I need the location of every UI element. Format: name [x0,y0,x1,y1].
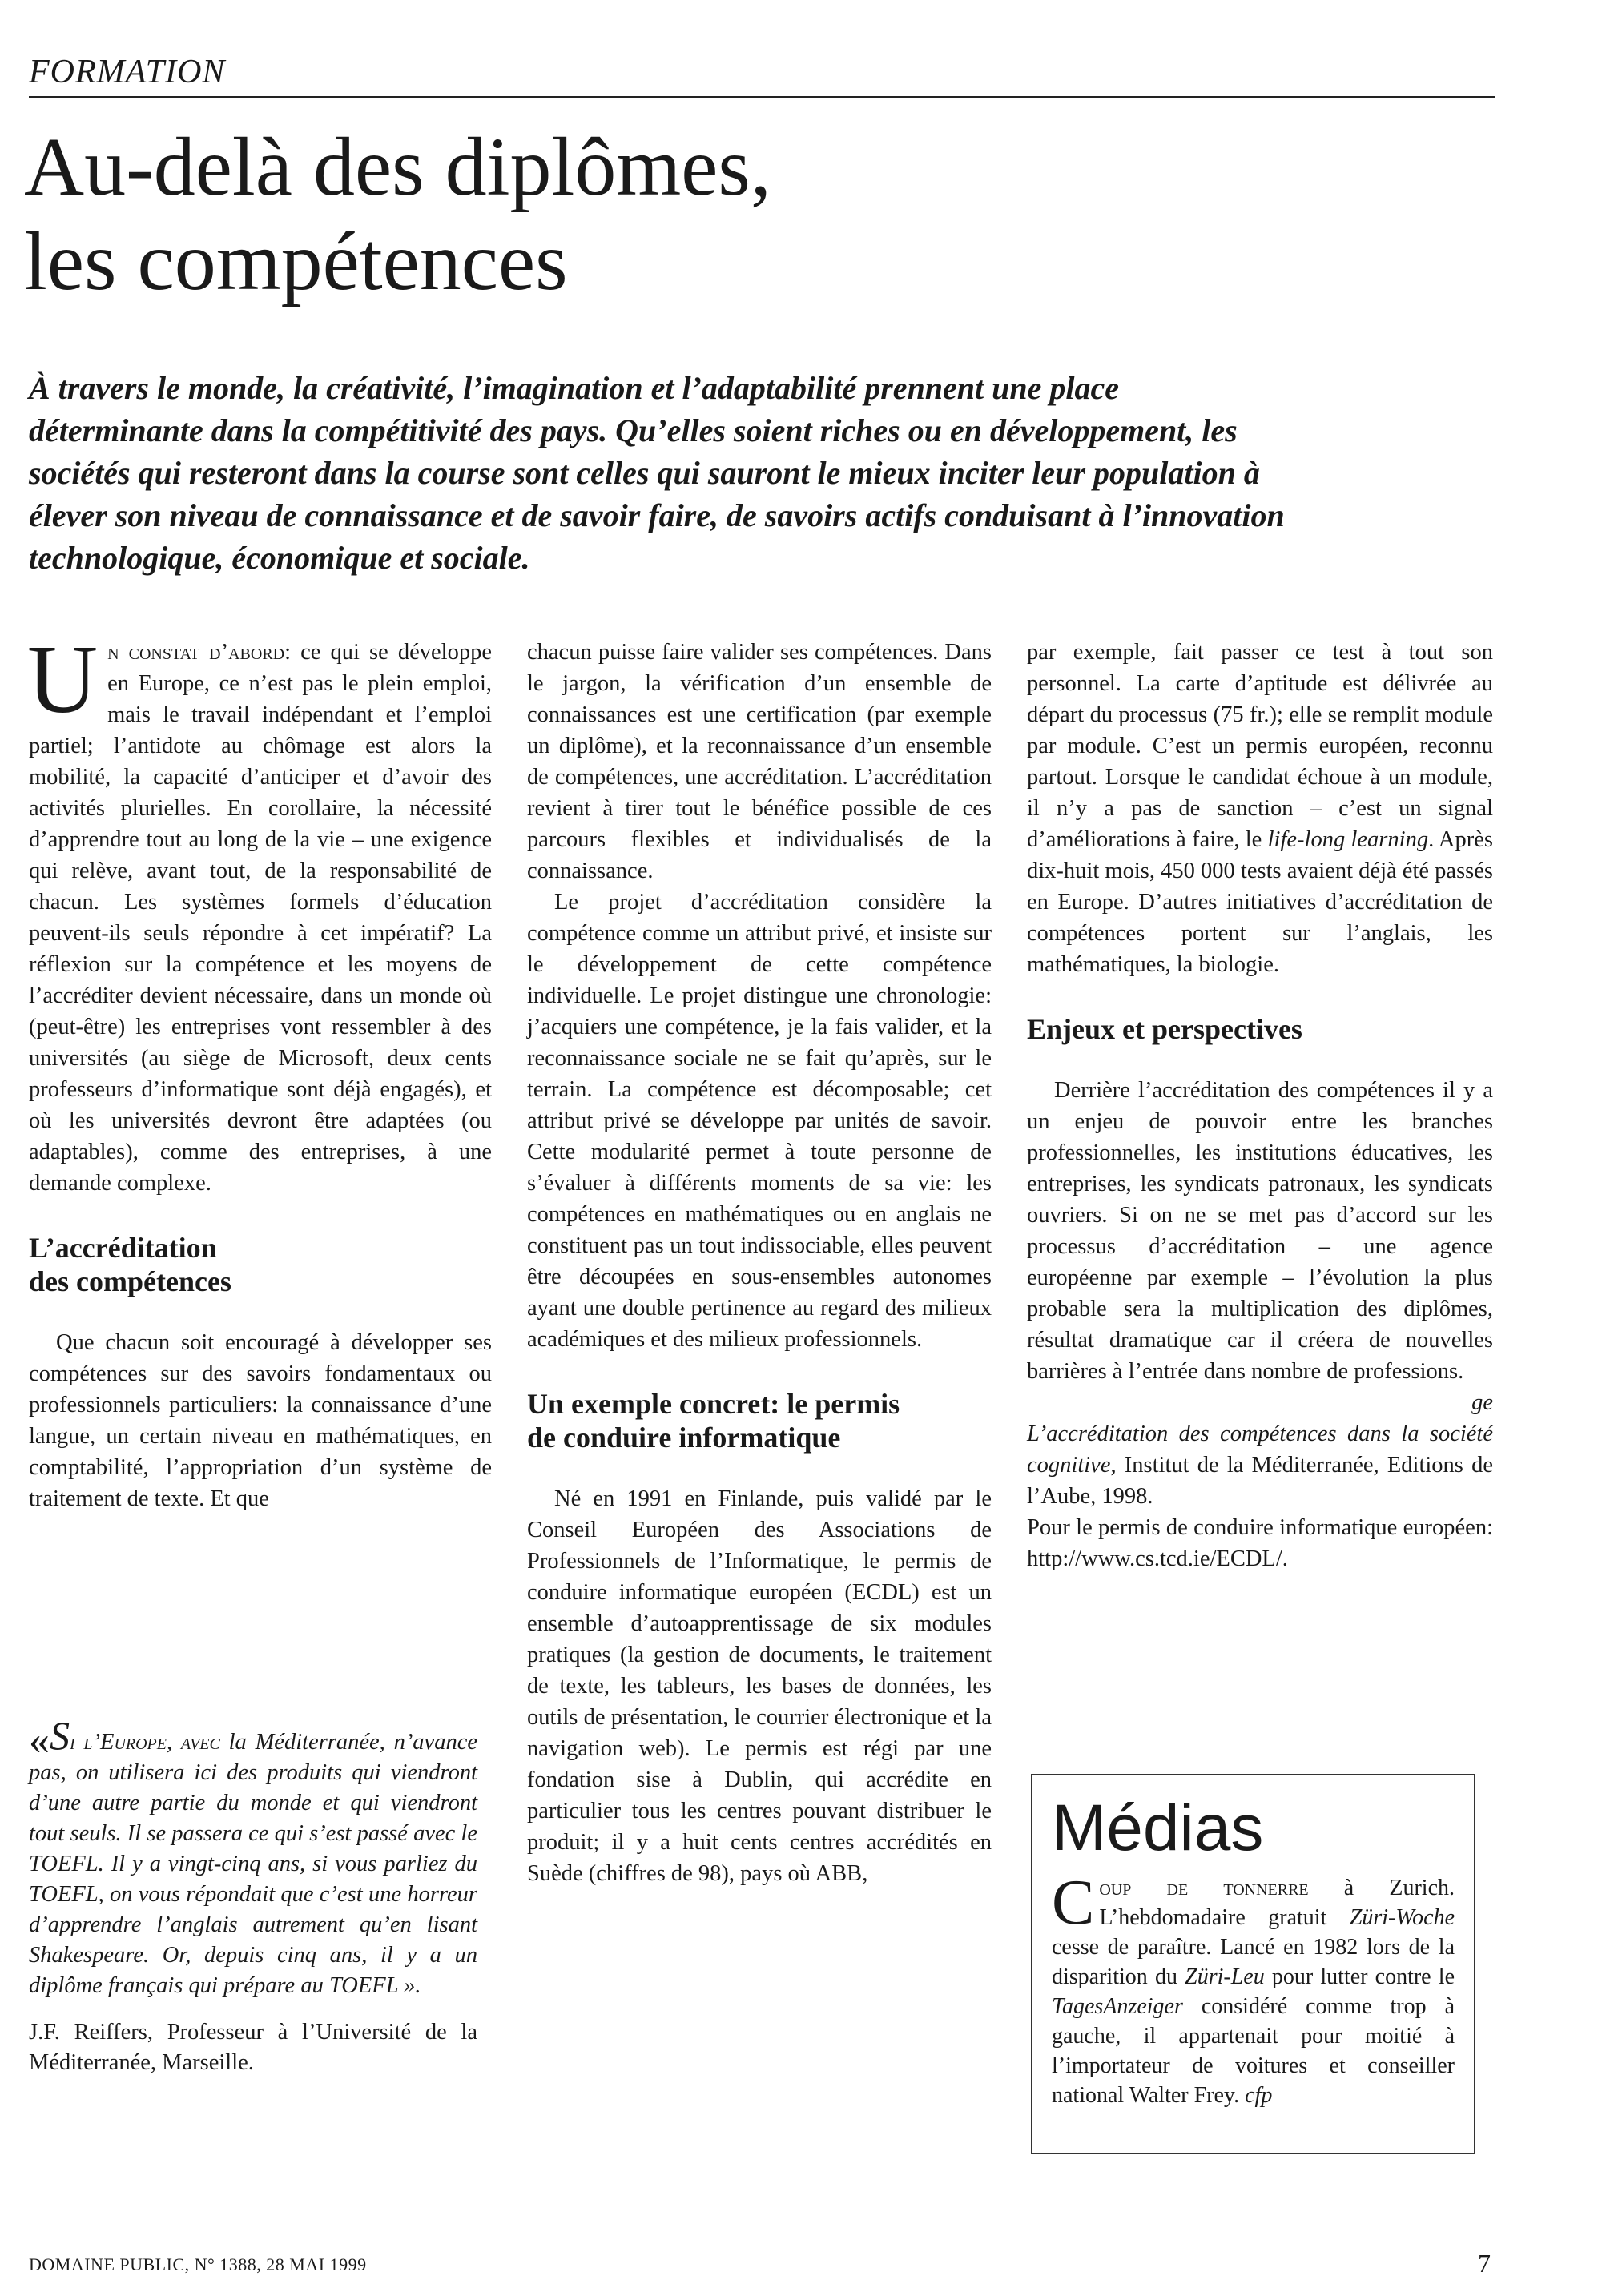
pull-quote [29,1713,478,2078]
medias-text-2: cesse de paraître. Lancé en 1982 lors de la disparition du [1052,1935,1455,1989]
medias-text-3: pour lutter contre le [1264,1964,1455,1989]
medias-drop-cap: C [1052,1868,1095,1938]
quote-body: la Méditerranée, n’avance pas, on utilisera ici des produits qui viendront d’une autre partie du monde et qui viendront tout seuls. Il se passera ce qui s’est passé avec le TOEFL. Il y a vingt-cinq ans, si vous parliez du TOEFL, on vous répondait que c’est une horreur d’apprendre l’anglais autrement qu’en lisant Shakespeare. Or, depuis cinq ans, il y a un diplôme français qui prépare au TOEFL ». [29,1730,478,1998]
author-signature: ge [1471,1390,1493,1415]
medias-heading: Médias [1052,1791,1264,1864]
quote-cap: S [50,1713,70,1758]
page-number: 7 [1478,2249,1491,2278]
col1-paragraph-1 [27,625,492,1199]
col3-p1-text-a: par exemple, fait passer ce test à tout son personnel. La carte d’aptitude est délivrée au départ du processus (75 fr.); elle se remplit module par module. C’est un permis européen, reconnu partout. Lorsque le candidat échoue à un module, il n’y a pas de sanction – c’est un signal d’améliorations à faire, le [1027,640,1493,852]
col3-p2-text: Derrière l’accréditation des compétences il y a un enjeu de pouvoir entre les branches professionnelles, les institutions éducatives, les entreprises, les syndicats patronaux, les syndicats ouvriers. Si on ne se met pas d’accord sur les processus d’accréditation – une agence européenne par exemple – l’évolution la plus probable sera la multiplication des diplômes, résultat dramatique car il créera de nouvelles barrières à l’entrée dans nombre de professions. [1027,1078,1493,1384]
quote-author: J.F. Reiffers, Professeur à l’Université de la Méditerranée, Marseille. [29,2020,477,2075]
column-3 [1027,637,1493,1574]
medias-italic-3: TagesAnzeiger [1052,1994,1183,2019]
col3-p1-italic: life-long learning [1267,827,1429,852]
col3-paragraph-1 [1027,637,1493,980]
subhead-line-2: des compétences [29,1265,231,1297]
subhead-accreditation [29,1231,492,1298]
col1-paragraph-2: Que chacun soit encouragé à développer ses compétences sur des savoirs fondamentaux ou professionnels particuliers: la connaissance d’une langue, un certain niveau en mathématiques, en comptabilité, l’appropriation d’un système de traitement de texte. Et que [29,1330,492,1511]
opening-smallcaps: n constat d’abord [107,640,285,665]
medias-box [1031,1774,1475,2154]
col1-p1-text: : ce qui se développe en Europe, ce n’est pas le plein emploi, mais le travail indépendant et l’emploi partiel; l’antidote au chômage est alors la mobilité, la capacité d’anticiper et d’avoir des activités plurielles. En corollaire, la nécessité d’apprendre tout au long de la vie – une exigence qui relève, avant tout, de la responsabilité de chacun. Les systèmes formels d’éducation peuvent-ils seuls répondre à cet impératif? La réflexion sur la compétence et les moyens de l’accréditer devient nécessaire, dans un monde où (peut-être) les entreprises vont ressembler à des universités (au siège de Microsoft, deux cents professeurs d’informatique sont déjà engagés), et où les universités devront être adaptées (ou adaptables), comme des entreprises, à une demande complexe. [29,640,492,1196]
title-line-1: Au-delà des diplômes, [24,121,771,213]
article-lead: À travers le monde, la créativité, l’imagination et l’adaptabilité prennent une place déterminante dans la compétitivité des pays. Qu’elles soient riches ou en développement, les sociétés qui resteront dans la course sont celles qui sauront le mieux inciter leur population à élever son niveau de connaissance et de savoir faire, de savoirs actifs conduisant à l’innovation technologique, économique et sociale. [29,370,1285,576]
reference-publisher: , Institut de la Méditerranée, Editions de l’Aube, 1998. [1027,1453,1493,1509]
col3-p1-text-b: . Après dix-huit mois, 450 000 tests avaient déjà été passés en Europe. D’autres initiatives d’accréditation de compétences portent sur l’anglais, les mathématiques, la biologie. [1027,827,1493,977]
medias-italic-2: Züri-Leu [1185,1964,1265,1989]
subhead-line-1: L’accréditation [29,1232,217,1264]
medias-text-1: à Zurich. L’hebdomadaire gratuit [1099,1876,1455,1930]
footer-publication: DOMAINE PUBLIC, N° 1388, 28 MAI 1999 [29,2254,367,2274]
medias-text-4: considéré comme trop à gauche, il appartenait pour moitié à l’importateur de voitures et conseiller national Walter Frey. [1052,1994,1455,2108]
drop-cap: U [27,625,99,734]
reference-link: Pour le permis de conduire informatique européen: http://www.cs.tcd.ie/ECDL/. [1027,1515,1493,1571]
column-1 [27,625,492,1514]
quote-smallcaps: i l’Europe, avec [70,1730,220,1755]
col2-paragraph-2: Le projet d’accréditation considère la compétence comme un attribut privé, et insiste sur le développement de cette compétence individuelle. Le projet distingue une chronologie: j’acquiers une compétence, je la fais valider, et la reconnaissance sociale ne se fait qu’après, sur le terrain. La compétence est décomposable; cet attribut privé se développe par unités de savoir. Cette modularité permet à toute personne de s’évaluer à différents moments de sa vie: les compétences en mathématiques ou en anglais ne constituent pas un tout indissociable, elles peuvent être découpées en sous-ensembles autonomes ayant une double pertinence au regard des milieux académiques et des milieux professionnels. [527,890,992,1352]
col3-paragraph-2 [1027,1075,1493,1415]
medias-text [1052,1868,1455,2110]
subhead-example [527,1387,992,1454]
col2-paragraph-1: chacun puisse faire valider ses compétences. Dans le jargon, la vérification d’un ensemble de connaissances est une certification (par exemple un diplôme), et la reconnaissance d’un ensemble de compétences, une accréditation. L’accréditation revient à tirer tout le bénéfice possible de ces parcours flexibles et individualisés de la connaissance. [527,640,992,883]
title-line-2: les compétences [24,215,568,308]
quote-open-mark: « [29,1718,50,1763]
medias-italic-1: Züri-Woche [1349,1905,1455,1930]
article-title [24,120,1065,309]
subhead-line-2: de conduire informatique [527,1421,841,1454]
column-2 [527,637,992,1889]
medias-smallcaps: oup de tonnerre [1099,1876,1309,1900]
medias-signature: cfp [1245,2083,1273,2108]
reference [1027,1418,1493,1512]
reference-title: L’accréditation des compétences dans la société cognitive [1027,1421,1493,1478]
col2-paragraph-3: Né en 1991 en Finlande, puis validé par le Conseil Européen des Associations de Professionnels de l’Informatique, le permis de conduire informatique européen (ECDL) est un ensemble d’autoapprentissage de six modules pratiques (la gestion de documents, le traitement de texte, les tableurs, les bases de données, les outils de présentation, le courrier électronique et la navigation web). Le permis est régi par une fondation sise à Dublin, qui accrédite en particulier tous les centres pouvant distribuer le produit; il y a huit cents centres accrédités en Suède (chiffres de 98), pays où ABB, [527,1486,992,1886]
section-rubric: FORMATION [29,53,1495,98]
quote-text [29,1713,478,2001]
subhead-line-1: Un exemple concret: le permis [527,1388,900,1420]
subhead-enjeux: Enjeux et perspectives [1027,1013,1302,1045]
